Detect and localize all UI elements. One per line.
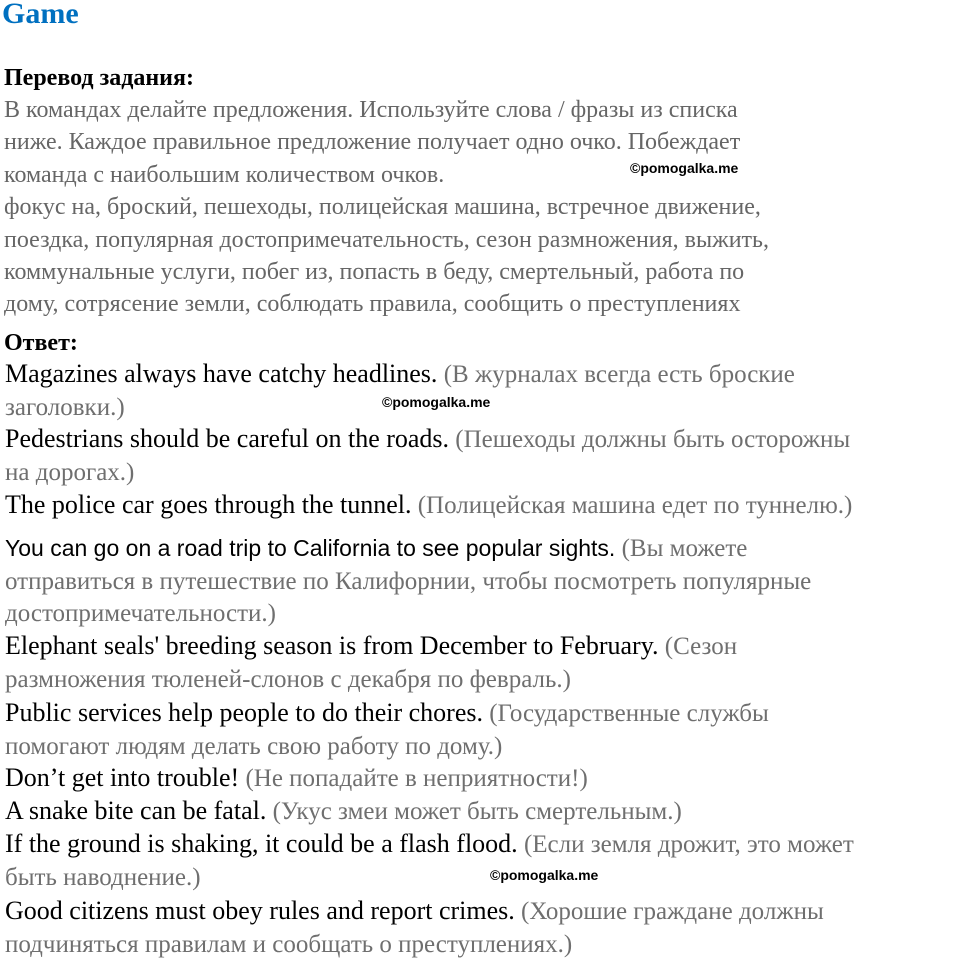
answer-translation: отправиться в путешествие по Калифорнии, чтобы посмотреть популярные bbox=[5, 567, 812, 595]
answer-translation: заголовки.) bbox=[5, 393, 125, 421]
answer-translation: на дорогах.) bbox=[5, 458, 135, 486]
answer-english: Good citizens must obey rules and report crimes. bbox=[5, 896, 515, 925]
answer-translation: (Не попадайте в неприятности!) bbox=[239, 765, 588, 792]
answer-english: Magazines always have catchy headlines. bbox=[5, 359, 438, 388]
watermark: ©pomogalka.me bbox=[490, 867, 599, 883]
answer-translation: (Полицейская машина едет по туннелю.) bbox=[411, 492, 853, 519]
answer-english: The police car goes through the tunnel. bbox=[5, 490, 412, 519]
task-line: поездка, популярная достопримечательность, сезон размножения, выжить, bbox=[4, 226, 769, 253]
answer-english: You can go on a road trip to California to see popular sights. bbox=[5, 535, 616, 561]
answer-english: If the ground is shaking, it could be a flash flood. bbox=[5, 829, 518, 858]
answer-item bbox=[5, 489, 960, 523]
task-line: ниже. Каждое правильное предложение получает одно очко. Побеждает bbox=[4, 129, 741, 156]
answer-label: Ответ: bbox=[4, 330, 78, 356]
answer-translation: размножения тюленей-слонов с декабря по февраль.) bbox=[5, 665, 571, 693]
answer-translation: помогают людям делать свою работу по дому.) bbox=[5, 732, 503, 760]
task-line: фокус на, броский, пешеходы, полицейская машина, встречное движение, bbox=[4, 194, 761, 221]
answer-translation: (В журналах всегда есть броские bbox=[437, 361, 795, 388]
answer-item bbox=[5, 532, 960, 631]
task-line: В командах делайте предложения. Используйте слова / фразы из списка bbox=[4, 97, 738, 123]
answer-translation: подчиняться правилам и сообщать о преступлениях.) bbox=[5, 930, 573, 958]
task-line: дому, сотрясение земли, соблюдать правила, сообщить о преступлениях bbox=[4, 291, 741, 318]
answer-translation: (Вы можете bbox=[615, 535, 748, 562]
answer-translation: (Укус змеи может быть смертельным.) bbox=[266, 798, 682, 825]
task-label: Перевод задания: bbox=[4, 65, 194, 91]
answer-english: A snake bite can be fatal. bbox=[5, 796, 267, 825]
answer-translation: (Государственные службы bbox=[482, 700, 769, 727]
answer-item bbox=[5, 828, 960, 894]
answer-translation: (Сезон bbox=[658, 633, 738, 660]
watermark: ©pomogalka.me bbox=[382, 394, 491, 410]
answer-english: Public services help people to do their chores. bbox=[5, 698, 483, 727]
task-text bbox=[4, 94, 954, 321]
answer-item bbox=[5, 697, 960, 763]
watermark: ©pomogalka.me bbox=[630, 160, 739, 176]
task-line: коммунальные услуги, побег из, попасть в беду, смертельный, работа по bbox=[4, 259, 745, 286]
answer-english: Pedestrians should be careful on the roads. bbox=[5, 424, 450, 453]
answer-translation: (Пешеходы должны быть осторожны bbox=[449, 426, 851, 453]
answer-translation: быть наводнение.) bbox=[5, 863, 201, 891]
answer-translation: достопримечательности.) bbox=[5, 600, 276, 627]
page-title: Game bbox=[2, 0, 79, 30]
answer-translation: (Если земля дрожит, это может bbox=[517, 831, 854, 858]
answer-item bbox=[5, 423, 960, 489]
answer-item bbox=[5, 795, 960, 829]
answer-item bbox=[5, 762, 960, 796]
task-line: команда с наибольшим количеством очков. bbox=[4, 161, 445, 188]
answer-translation: (Хорошие граждане должны bbox=[514, 898, 824, 925]
answer-item bbox=[5, 358, 960, 424]
answer-item bbox=[5, 895, 960, 961]
answer-english: Don’t get into trouble! bbox=[5, 763, 240, 792]
answer-item bbox=[5, 630, 960, 696]
answer-english: Elephant seals' breeding season is from December to February. bbox=[5, 631, 659, 660]
